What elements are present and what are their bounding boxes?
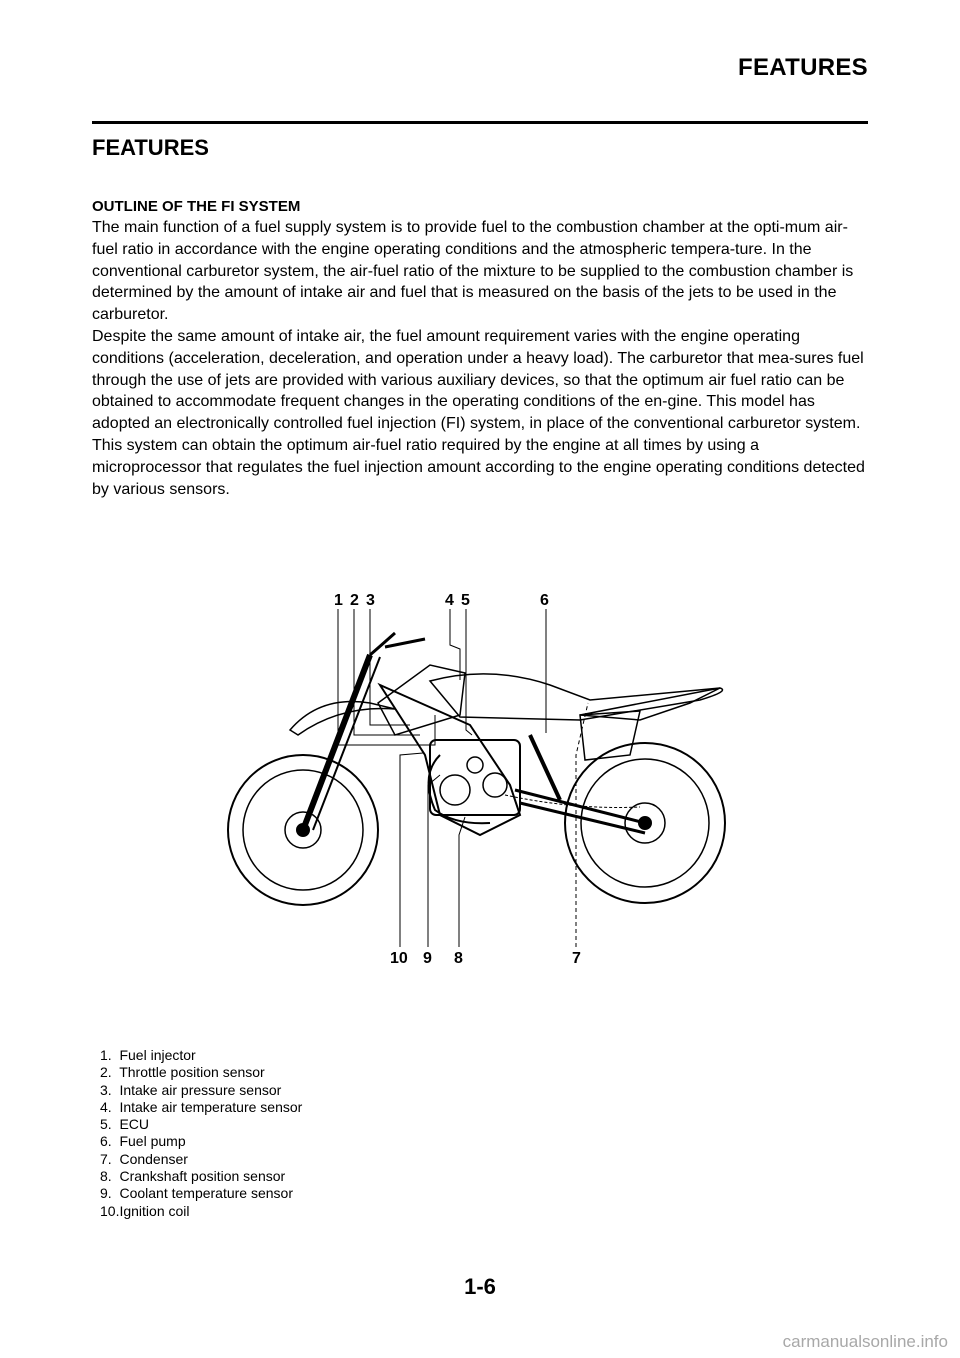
seat-tank: [430, 674, 723, 720]
motorcycle-figure: [220, 585, 740, 970]
callout-2: 2: [350, 592, 359, 609]
handlebar: [370, 633, 425, 655]
callout-7: 7: [572, 950, 581, 967]
outline-paragraph-2: Despite the same amount of intake air, the fuel amount requirement varies with the engine operating conditions (acceleration, deceleration, and operation under a heavy load). The carburetor that mea-sures fuel through the use of jets are provided with various auxiliary devices, so that the optimum air fuel ratio can be obtained to accommodate frequent changes in the operating conditions of the en-gine. This model has adopted an electronically controlled fuel injection (FI) system, in place of the conventional carburetor system. This system can obtain the optimum air-fuel ratio required by the engine at all times by using a microprocessor that regulates the fuel injection amount according to the engine operating conditions detected by various sensors.: [92, 327, 865, 498]
section-title: FEATURES: [92, 135, 209, 160]
legend-item: 8. Crankshaft position sensor: [100, 1168, 286, 1185]
callout-9: 9: [423, 950, 432, 967]
rear-shock: [530, 735, 560, 800]
callout-10: 10: [390, 950, 408, 967]
running-header: FEATURES: [738, 54, 868, 81]
exhaust: [429, 755, 490, 823]
legend-item: 7. Condenser: [100, 1150, 188, 1167]
legend-item: 4. Intake air temperature sensor: [100, 1098, 303, 1115]
front-fork: [303, 655, 370, 830]
legend-item: 9. Coolant temperature sensor: [100, 1185, 293, 1202]
page-number: 1-6: [464, 1274, 496, 1299]
motorcycle-illustration: [220, 585, 740, 970]
outline-heading: OUTLINE OF THE FI SYSTEM: [92, 198, 301, 215]
legend-item: 10.Ignition coil: [100, 1202, 190, 1219]
callout-1: 1: [334, 592, 343, 609]
legend-item: 2. Throttle position sensor: [100, 1064, 265, 1081]
watermark: carmanualsonline.info: [782, 1332, 948, 1351]
legend-item: 3. Intake air pressure sensor: [100, 1081, 282, 1098]
component-legend: [100, 1047, 302, 1220]
body-content: [92, 196, 870, 500]
callout-4: 4: [445, 592, 454, 609]
legend-item: 5. ECU: [100, 1116, 150, 1133]
callout-6: 6: [540, 592, 549, 609]
legend-item: 1. Fuel injector: [100, 1047, 196, 1063]
outline-paragraph-1: The main function of a fuel supply system is to provide fuel to the combustion chamber at the opti-mum air-fuel ratio in accordance with the engine operating conditions and the atmospheric tempera-ture. In the conventional carburetor system, the air-fuel ratio of the mixture to be supplied to the combustion chamber is determined by the amount of intake air and fuel that is measured on the basis of the jets to be used in the carburetor.: [92, 219, 854, 324]
header-rule: [92, 121, 868, 124]
legend-item: 6. Fuel pump: [100, 1133, 186, 1150]
engine: [430, 740, 520, 815]
callout-8: 8: [454, 950, 463, 967]
callout-5: 5: [461, 592, 470, 609]
callout-3: 3: [366, 592, 375, 609]
frame: [380, 685, 520, 835]
rear-fender: [580, 688, 720, 720]
